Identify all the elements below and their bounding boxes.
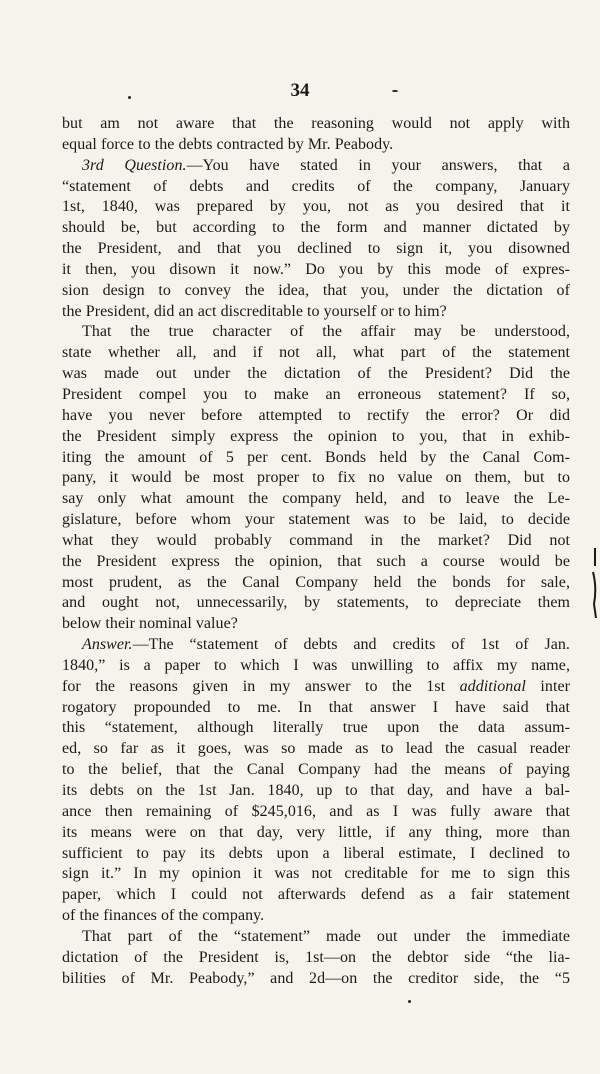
text-line: ed, so far as it goes, was so made as to lead the casual reader [62, 740, 570, 758]
text-line: its debts on the 1st Jan. 1840, up to that day, and have a bal- [62, 782, 570, 799]
text-line: iting the amount of 5 per cent. Bonds held by the Canal Com- [62, 448, 570, 466]
margin-ink-mark [592, 548, 598, 618]
text-line: equal force to the debts contracted by Mr. Peabody. [62, 135, 394, 153]
print-speck [408, 1000, 411, 1003]
text-line: the President, did an act discreditable to yourself or to him? [62, 302, 447, 320]
text-line: have you never before attempted to rectify the error? Or did [62, 406, 570, 424]
print-speck [392, 90, 398, 92]
text-line: Answer.—The “statement of debts and credits of 1st of Jan. [82, 636, 570, 654]
text-line: ance then remaining of $245,016, and as I was fully aware that [62, 802, 570, 820]
text-line: but am not aware that the reasoning would not apply with [62, 115, 570, 132]
text-line: rogatory propounded to me. In that answer I have said that [62, 698, 570, 716]
text-line: most prudent, as the Canal Company held the bonds for sale, [62, 573, 570, 591]
text-line: bilities of Mr. Peabody,” and 2d—on the creditor side, the “5 [62, 969, 570, 987]
text-line: That the true character of the affair may be understood, [82, 323, 570, 341]
body-text [62, 114, 570, 989]
text-line: That part of the “statement” made out under the immediate [82, 927, 570, 945]
text-line: and ought not, unnecessarily, by statements, to depreciate them [62, 594, 570, 612]
text-line: what they would probably command in the market? Did not [62, 531, 570, 549]
text-line: President compel you to make an erroneous statement? If so, [62, 385, 570, 403]
text-line: was made out under the dictation of the President? Did the [62, 365, 570, 383]
text-line: 3rd Question.—You have stated in your answers, that a [82, 156, 570, 174]
text-line: of the finances of the company. [62, 907, 265, 925]
text-line: sign it.” In my opinion it was not creditable for me to sign this [62, 865, 570, 883]
text-line: pany, it would be most proper to fix no value on them, but to [62, 469, 570, 487]
text-line: should be, but according to the form and manner dictated by [62, 219, 570, 237]
page-number: 34 [290, 80, 310, 101]
text-line: paper, which I could not afterwards defend as a fair statement [62, 886, 570, 904]
text-line: sufficient to pay its debts upon a liberal estimate, I declined to [62, 844, 570, 862]
text-line: dictation of the President is, 1st—on the debtor side “the lia- [62, 948, 570, 966]
text-line: sion design to convey the idea, that you, under the dictation of [62, 281, 570, 299]
text-line: the President express the opinion, that such a course would be [62, 552, 570, 570]
text-line: the President simply express the opinion to you, that in exhib- [62, 427, 570, 445]
text-line: below their nominal value? [62, 615, 238, 633]
text-line: state whether all, and if not all, what part of the statement [62, 344, 570, 362]
text-line: for the reasons given in my answer to the 1st additional inter [62, 677, 570, 695]
text-line: “statement of debts and credits of the company, January [62, 177, 570, 195]
print-speck [128, 96, 131, 99]
text-line: say only what amount the company held, and to leave the Le- [62, 490, 570, 508]
text-line: 1st, 1840, was prepared by you, not as you desired that it [62, 198, 570, 216]
text-line: to the belief, that the Canal Company had the means of paying [62, 761, 570, 779]
text-line: the President, and that you declined to sign it, you disowned [62, 240, 570, 258]
text-line: this “statement, although literally true upon the data assum- [62, 719, 570, 737]
text-line: 1840,” is a paper to which I was unwilling to affix my name, [62, 656, 570, 674]
text-line: it then, you disown it now.” Do you by this mode of expres- [62, 260, 570, 278]
text-line: gislature, before whom your statement was to be laid, to decide [62, 511, 570, 529]
text-line: its means were on that day, very little, if any thing, more than [62, 823, 570, 841]
